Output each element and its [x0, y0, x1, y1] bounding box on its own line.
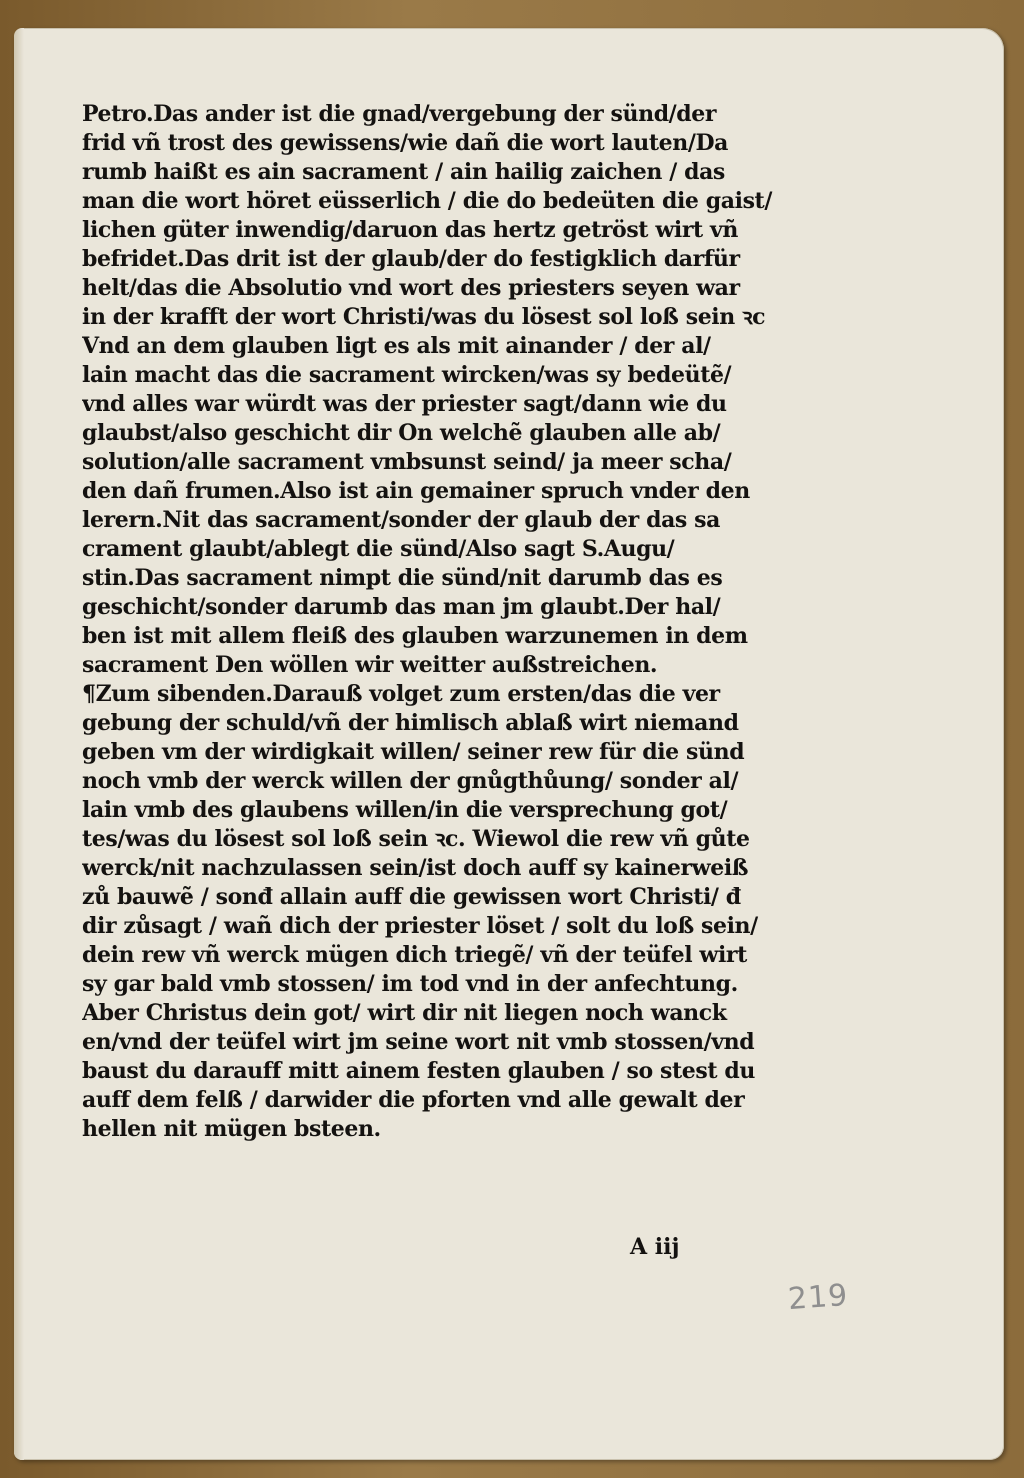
- text-line-27: werck/nit nachzulassen sein/ist doch auff sy kainerweiß: [82, 855, 749, 881]
- text-line-24: noch vmb der werck willen der gnůgthůung/ sonder al/: [82, 768, 739, 794]
- text-line-18: geschicht/sonder darumb das man jm glaubt.Der hal/: [82, 594, 721, 620]
- text-line-34: baust du darauff mitt ainem festen glauben / so stest du: [82, 1058, 755, 1084]
- text-line-35: auff dem felß / darwider die pforten vnd alle gewalt der: [82, 1087, 745, 1113]
- text-line-14: den dañ frumen.Also ist ain gemainer spruch vnder den: [82, 478, 750, 504]
- text-line-12: glaubst/also geschicht dir On welchẽ glauben alle ab/: [82, 420, 721, 446]
- text-line-21: ¶Zum sibenden.Darauß volget zum ersten/das die ver: [82, 681, 720, 707]
- text-line-25: lain vmb des glaubens willen/in die versprechung got/: [82, 797, 728, 823]
- text-line-10: lain macht das die sacrament wircken/was sy bedeütẽ/: [82, 362, 732, 388]
- text-line-33: en/vnd der teüfel wirt jm seine wort nit vmb stossen/vnd: [82, 1029, 755, 1055]
- text-line-16: crament glaubt/ablegt die sünd/Also sagt S.Augu/: [82, 536, 675, 562]
- text-line-19: ben ist mit allem fleiß des glauben warzunemen in dem: [82, 623, 748, 649]
- text-line-1: Petro.Das ander ist die gnad/vergebung der sünd/der: [82, 101, 717, 127]
- text-line-3: rumb haißt es ain sacrament / ain hailig zaichen / das: [82, 159, 725, 185]
- text-line-4: man die wort höret eüsserlich / die do bedeüten die gaist/: [82, 188, 772, 214]
- text-line-36: hellen nit mügen bsteen.: [82, 1116, 381, 1142]
- text-line-5: lichen güter inwendig/daruon das hertz getröst wirt vñ: [82, 217, 739, 243]
- text-line-8: in der krafft der wort Christi/was du lösest sol loß sein ꝛc: [82, 304, 766, 330]
- text-line-26: tes/was du lösest sol loß sein ꝛc. Wiewol die rew vñ gůte: [82, 826, 750, 852]
- text-line-6: befridet.Das drit ist der glaub/der do festigklich darfür: [82, 246, 740, 272]
- text-line-13: solution/alle sacrament vmbsunst seind/ ja meer scha/: [82, 449, 732, 475]
- text-line-20: sacrament Den wöllen wir weitter außstreichen.: [82, 652, 658, 678]
- text-line-23: geben vm der wirdigkait willen/ seiner rew für die sünd: [82, 739, 745, 765]
- text-line-2: frid vñ trost des gewissens/wie dañ die wort lauten/Da: [82, 130, 729, 156]
- page-text-block: [82, 100, 782, 1144]
- page-gutter: [14, 28, 24, 1460]
- text-line-28: zů bauwẽ / sonđ allain auff die gewissen wort Christi/ đ: [82, 884, 741, 910]
- text-line-7: helt/das die Absolutio vnd wort des priesters seyen war: [82, 275, 740, 301]
- text-line-30: dein rew vñ werck mügen dich triegẽ/ vñ der teüfel wirt: [82, 942, 747, 968]
- text-line-11: vnd alles war würdt was der priester sagt/dann wie du: [82, 391, 727, 417]
- text-line-15: lerern.Nit das sacrament/sonder der glaub der das sa: [82, 507, 721, 533]
- signature-mark: A iij: [630, 1234, 680, 1260]
- pencil-folio-number: 219: [786, 1277, 850, 1318]
- text-line-22: gebung der schuld/vñ der himlisch ablaß wirt niemand: [82, 710, 739, 736]
- text-line-29: dir zůsagt / wañ dich der priester löset / solt du loß sein/: [82, 913, 758, 939]
- text-line-31: sy gar bald vmb stossen/ im tod vnd in der anfechtung.: [82, 971, 738, 997]
- text-line-17: stin.Das sacrament nimpt die sünd/nit darumb das es: [82, 565, 723, 591]
- text-line-32: Aber Christus dein got/ wirt dir nit liegen noch wanck: [82, 1000, 727, 1026]
- text-line-9: Vnd an dem glauben ligt es als mit ainander / der al/: [82, 333, 711, 359]
